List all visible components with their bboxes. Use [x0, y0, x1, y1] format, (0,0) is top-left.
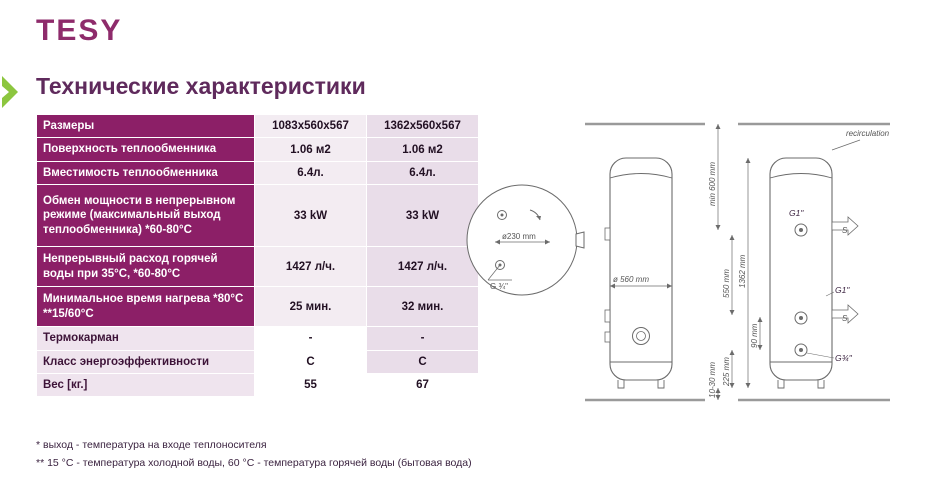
drawing-side-view-left — [585, 124, 705, 400]
table-row — [37, 373, 479, 396]
min-clearance-label: min 600 mm — [708, 161, 717, 206]
row-label: Вес [кг.] — [37, 373, 255, 396]
flow-top-label: S — [842, 226, 848, 235]
row-value-2: 33 kW — [367, 185, 479, 247]
row-value-2: 6.4л. — [367, 161, 479, 184]
row-value-1: C — [255, 350, 367, 373]
total-height-label: 1362 mm — [738, 254, 747, 288]
table-row — [37, 185, 479, 247]
table-row — [37, 287, 479, 327]
row-value-1: 1427 л/ч. — [255, 247, 367, 287]
row-value-2: 1427 л/ч. — [367, 247, 479, 287]
row-value-2: - — [367, 327, 479, 350]
row-value-2: 32 мин. — [367, 287, 479, 327]
row-label: Поверхность теплообменника — [37, 138, 255, 161]
row-value-2: C — [367, 350, 479, 373]
page-title: Технические характеристики — [36, 73, 366, 99]
port-mid-label: G1" — [835, 285, 850, 295]
dim-10-30-label: 10-30 mm — [708, 361, 717, 398]
top-view-diameter-label: ø230 mm — [502, 232, 536, 241]
footnote-1: * выход - температура на входе теплоносителя — [36, 439, 267, 451]
spec-table — [36, 114, 479, 397]
row-value-1: 6.4л. — [255, 161, 367, 184]
table-row — [37, 327, 479, 350]
flow-mid-label: S — [842, 314, 848, 323]
row-value-1: 25 мин. — [255, 287, 367, 327]
top-view-port-label: G ¾" — [490, 282, 508, 291]
left-view-diameter-label: ø 560 mm — [613, 275, 650, 284]
table-row — [37, 247, 479, 287]
port-top-label: G1" — [789, 208, 804, 218]
recirculation-label: recirculation — [846, 129, 890, 138]
dim-90-label: 90 mm — [750, 323, 759, 348]
row-label: Термокарман — [37, 327, 255, 350]
technical-drawings — [460, 110, 940, 440]
row-value-2: 67 — [367, 373, 479, 396]
spec-table-wrapper — [36, 114, 479, 397]
row-label: Размеры — [37, 115, 255, 138]
tesy-logo: TESY — [36, 14, 123, 47]
table-row — [37, 138, 479, 161]
row-value-2: 1362x560x567 — [367, 115, 479, 138]
row-value-1: 1.06 м2 — [255, 138, 367, 161]
row-label: Минимальное время нагрева *80°C **15/60°C — [37, 287, 255, 327]
row-value-1: 55 — [255, 373, 367, 396]
footnote-2: ** 15 °C - температура холодной воды, 60 °C - температура горячей воды (бытовая вода) — [36, 456, 472, 469]
table-row — [37, 350, 479, 373]
row-value-1: 1083x560x567 — [255, 115, 367, 138]
row-label: Обмен мощности в непрерывном режиме (максимальный выход теплообменника) *60-80°C — [37, 185, 255, 247]
row-label: Класс энергоэффективности — [37, 350, 255, 373]
port-bottom-label: G¾" — [835, 353, 852, 363]
table-row — [37, 161, 479, 184]
row-value-1: 33 kW — [255, 185, 367, 247]
drawing-top-view — [467, 185, 584, 295]
dim-225-label: 225 mm — [722, 357, 731, 386]
row-label: Непрерывный расход горячей воды при 35°C, *60-80°C — [37, 247, 255, 287]
chevron-right-icon — [0, 72, 30, 112]
drawing-side-view-right — [708, 124, 890, 400]
row-label: Вместимость теплообменника — [37, 161, 255, 184]
row-value-1: - — [255, 327, 367, 350]
footnotes — [36, 437, 472, 473]
dim-550-label: 550 mm — [722, 269, 731, 298]
table-row — [37, 115, 479, 138]
row-value-2: 1.06 м2 — [367, 138, 479, 161]
